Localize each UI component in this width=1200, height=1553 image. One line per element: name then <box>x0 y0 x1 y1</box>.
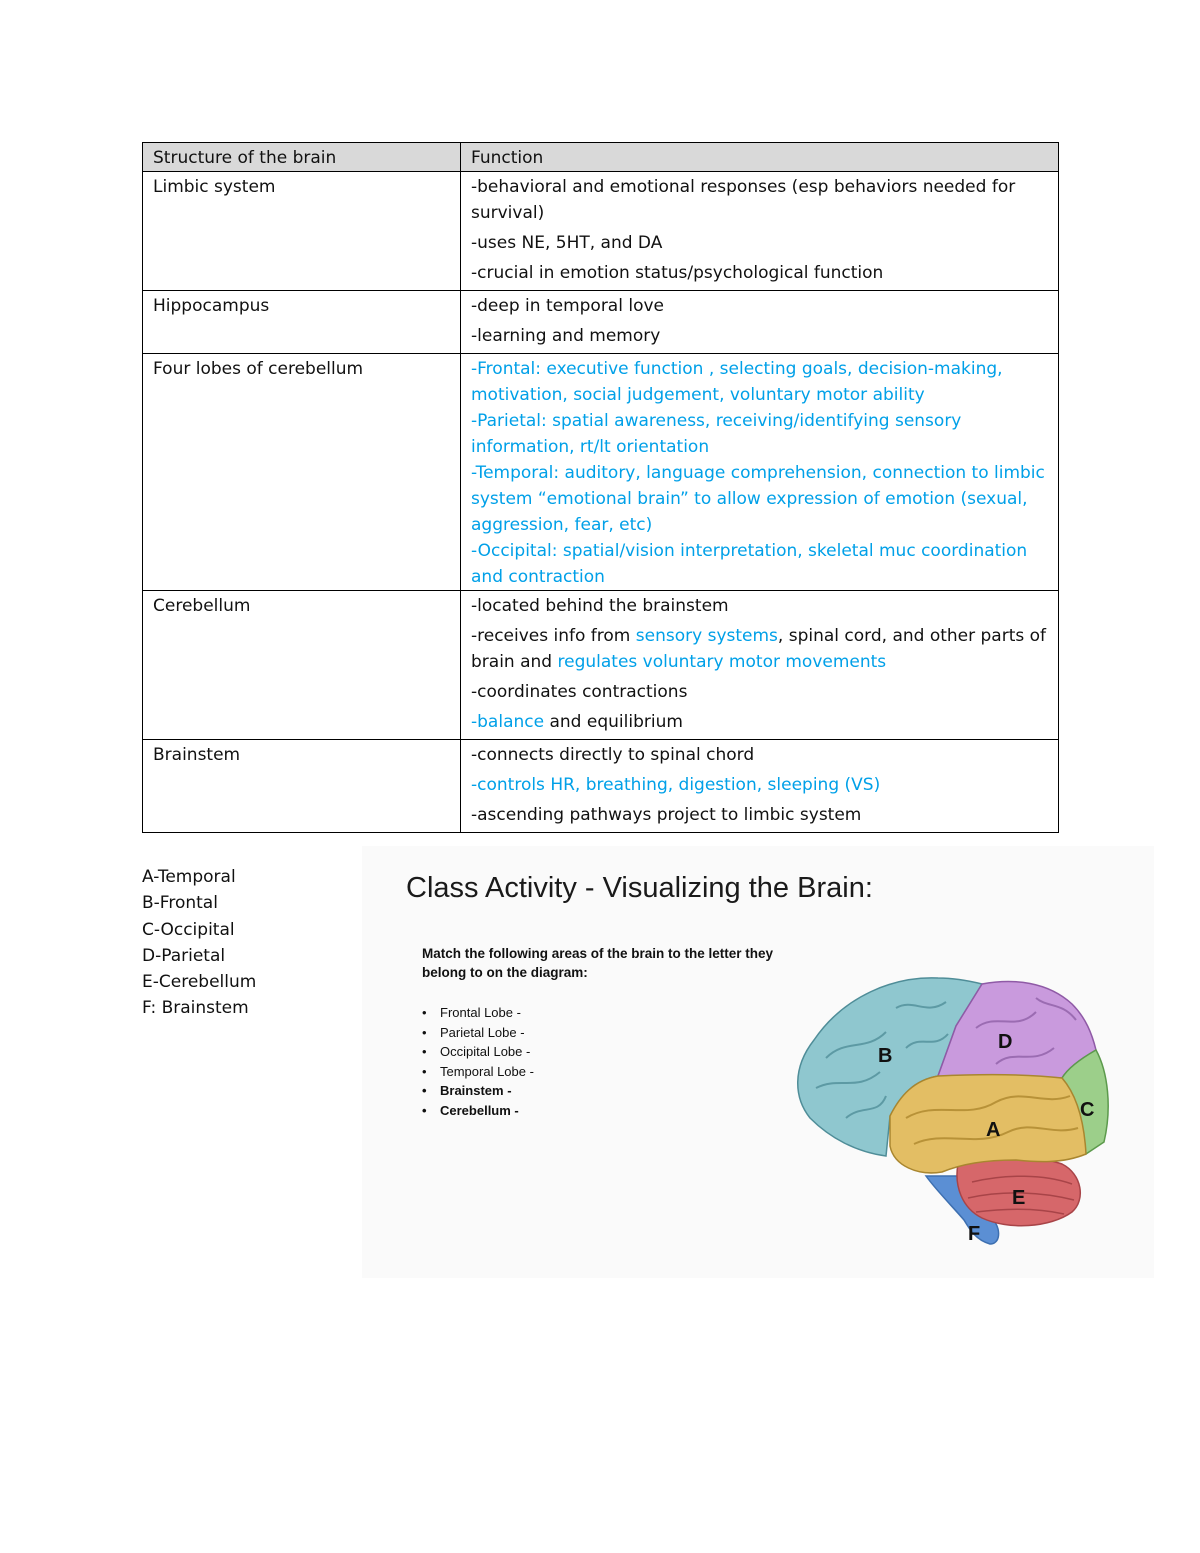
parietal-function-line: -Parietal: spatial awareness, receiving/identifying sensory information, rt/lt orientation <box>471 411 962 457</box>
function-cell <box>461 172 1059 291</box>
label-e: E <box>1012 1187 1026 1209</box>
label-a: A <box>986 1119 1001 1141</box>
table-header-row <box>143 143 1059 172</box>
slide-instruction: Match the following areas of the brain to the letter they belong to on the diagram: <box>422 946 774 980</box>
legend-item: D-Parietal <box>142 945 226 966</box>
legend-item: B-Frontal <box>142 893 218 914</box>
header-structure: Structure of the brain <box>143 143 461 172</box>
list-item: • Occipital Lobe - <box>422 1042 534 1062</box>
function-text: -receives info from <box>471 626 636 646</box>
structure-cell: Four lobes of cerebellum <box>143 354 461 591</box>
function-line <box>471 623 1048 675</box>
table-row-cerebellum <box>143 591 1059 740</box>
structure-cell: Brainstem <box>143 740 461 833</box>
table-row-hippocampus <box>143 291 1059 354</box>
answer-legend <box>142 864 256 1022</box>
function-cell <box>461 591 1059 740</box>
highlight-text: regulates voluntary motor movements <box>557 652 887 672</box>
function-line: -ascending pathways project to limbic system <box>471 805 862 825</box>
legend-item: F: Brainstem <box>142 998 249 1019</box>
highlight-text: - <box>471 712 478 732</box>
function-line <box>471 709 1048 735</box>
function-line: -coordinates contractions <box>471 682 688 702</box>
label-c: C <box>1080 1099 1095 1121</box>
class-activity-slide <box>362 846 1154 1278</box>
temporal-function-line: -Temporal: auditory, language comprehension, connection to limbic system “emotional brain” to allow expression of emotion (sexual, aggression, fear, etc) <box>471 463 1045 535</box>
structure-cell: Cerebellum <box>143 591 461 740</box>
function-line: -uses NE, 5HT, and DA <box>471 233 663 253</box>
function-cell <box>461 291 1059 354</box>
frontal-function-line: -Frontal: executive function , selecting goals, decision-making, motivation, social judgement, voluntary motor ability <box>471 359 1003 405</box>
function-line: -located behind the brainstem <box>471 596 729 616</box>
function-line: -learning and memory <box>471 326 661 346</box>
slide-title: Class Activity - Visualizing the Brain: <box>406 872 873 904</box>
legend-item: C-Occipital <box>142 919 235 940</box>
function-line: -crucial in emotion status/psychological function <box>471 263 884 283</box>
legend-item: E-Cerebellum <box>142 972 257 993</box>
highlight-text: sensory systems <box>635 626 778 646</box>
list-item: • Brainstem - <box>422 1081 534 1101</box>
occipital-function-line: -Occipital: spatial/vision interpretation, skeletal muc coordination and contraction <box>471 541 1028 587</box>
function-cell <box>461 740 1059 833</box>
function-line: -controls HR, breathing, digestion, sleeping (VS) <box>471 775 881 795</box>
label-b: B <box>878 1045 893 1067</box>
list-item: • Cerebellum - <box>422 1101 534 1121</box>
function-text: and equilibrium <box>544 712 683 732</box>
function-text: , spinal cord, and other parts of brain and <box>471 626 1047 672</box>
table-row-limbic-system <box>143 172 1059 291</box>
brain-structure-table <box>142 142 1059 833</box>
function-line: -deep in temporal love <box>471 296 664 316</box>
label-d: D <box>998 1031 1013 1053</box>
slide-item-list <box>422 1003 534 1120</box>
highlight-text: balance <box>477 712 545 732</box>
label-f: F <box>968 1223 981 1245</box>
table-row-brainstem <box>143 740 1059 833</box>
list-item: • Parietal Lobe - <box>422 1023 534 1043</box>
table-row-four-lobes <box>143 354 1059 591</box>
structure-cell: Limbic system <box>143 172 461 291</box>
structure-cell: Hippocampus <box>143 291 461 354</box>
brain-diagram <box>786 968 1116 1252</box>
legend-item: A-Temporal <box>142 867 236 887</box>
list-item: • Temporal Lobe - <box>422 1062 534 1082</box>
function-line: -behavioral and emotional responses (esp behaviors needed for survival) <box>471 177 1016 223</box>
function-cell <box>461 354 1059 591</box>
function-line: -connects directly to spinal chord <box>471 745 755 765</box>
list-item: • Frontal Lobe - <box>422 1003 534 1023</box>
header-function: Function <box>461 143 1059 172</box>
